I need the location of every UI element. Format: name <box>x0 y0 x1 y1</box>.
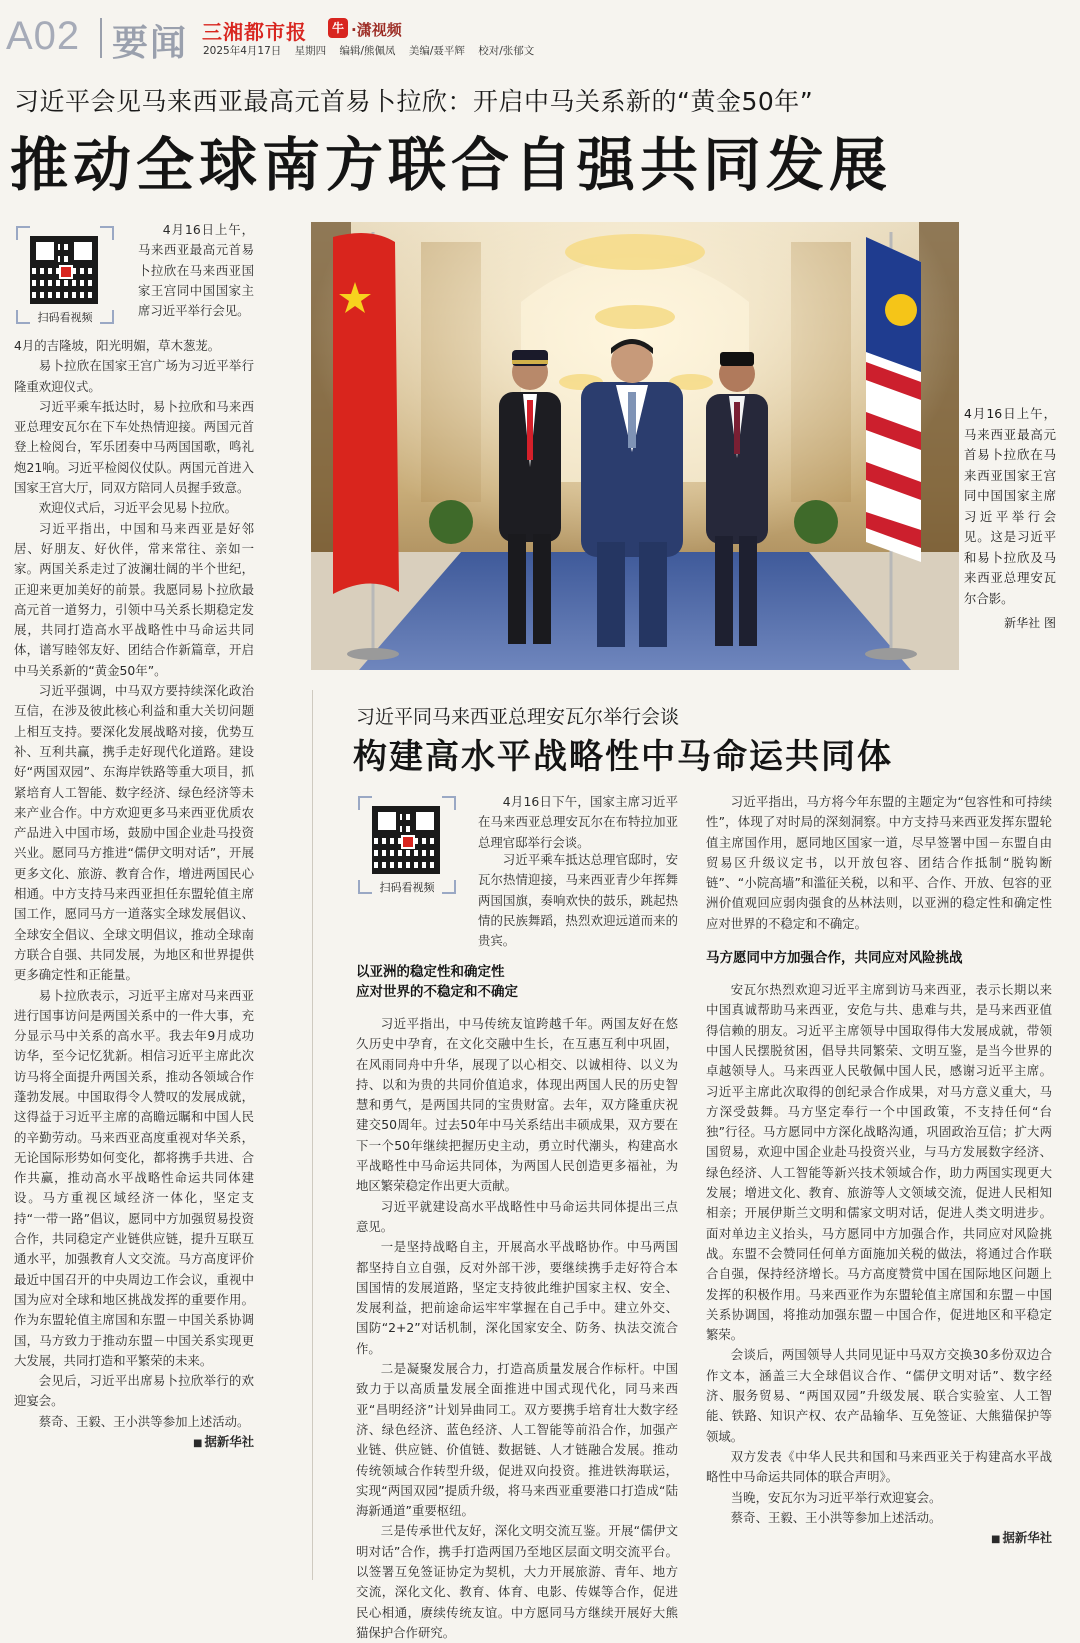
qr-code-icon[interactable] <box>30 236 98 304</box>
video-brand: ·潇视频 <box>351 21 402 39</box>
article2-lead-paragraph: 习近平乘车抵达总理官邸时，安瓦尔热情迎接，马来西亚青少年挥舞两国国旗，奏响欢快的鼓乐，跳起热情的民族舞蹈，热烈欢迎远道而来的贵宾。 <box>478 852 678 949</box>
article1-paragraph: 易卜拉欣在国家王宫广场为习近平举行隆重欢迎仪式。 <box>14 358 254 394</box>
photo-caption-text: 4月16日上午，马来西亚最高元首易卜拉欣在马来西亚国家王宫同中国国家主席习近平举行会见。这是习近平和易卜拉欣及马来西亚总理安瓦尔合影。 <box>964 406 1056 606</box>
article2-paragraph: 习近平指出，马方将今年东盟的主题定为“包容性和可持续性”，体现了对时局的深刻洞察。中方支持马来西亚发挥东盟轮值主席国作用，愿同地区国家一道，尽早签署中国－东盟自由贸易区升级议定书，以开放包容、团结合作抵制“脱钩断链”、“小院高墙”和滥征关税，以和平、合作、开放、包容的亚洲价值观回应弱肉强食的丛林法则，以亚洲的稳定性和确定性应对世界的不稳定和不确定。 <box>706 794 1052 931</box>
article1-paragraph: 欢迎仪式后，习近平会见易卜拉欣。 <box>38 500 238 516</box>
page-number: A02 <box>6 14 81 58</box>
qr-label: 扫码看视频 <box>379 881 435 894</box>
photo-illustration <box>311 222 959 670</box>
issue-meta <box>203 43 544 58</box>
article2-lead-2 <box>356 850 678 951</box>
headline-kicker: 习近平会见马来西亚最高元首易卜拉欣：开启中马关系新的“黄金50年” <box>14 87 814 116</box>
article2-lead <box>478 792 678 853</box>
article1-paragraph: 4月的吉隆坡，阳光明媚，草木葱茏。 <box>14 338 221 353</box>
article2-byline: ■ 据新华社 <box>706 1528 1052 1550</box>
article1-lead <box>138 220 254 321</box>
qr-logo-icon <box>59 265 73 279</box>
article2-headline: 构建高水平战略性中马命运共同体 <box>353 737 893 777</box>
article2-section2-title: 马方愿同中方加强合作，共同应对风险挑战 <box>706 950 963 967</box>
article1-paragraph: 习近平指出，中国和马来西亚是好邻居、好朋友、好伙伴，常来常往、亲如一家。两国关系走过了波澜壮阔的半个世纪，正迎来更加美好的前景。我愿同易卜拉欣最高元首一道努力，引领中马关系长期稳定发展，共同打造高水平战略性中马命运共同体，谱写睦邻友好、团结合作新篇章，开启中马关系新的“黄金50年”。 <box>14 520 254 678</box>
article1-paragraph: 蔡奇、王毅、王小洪等参加上述活动。 <box>38 1413 250 1429</box>
main-headline: 推动全球南方联合自强共同发展 <box>10 131 893 199</box>
article2-paragraph: 当晚，安瓦尔为习近平举行欢迎宴会。 <box>730 1489 942 1505</box>
article2-paragraph: 安瓦尔热烈欢迎习近平主席到访马来西亚，表示长期以来中国真诚帮助马来西亚，安危与共、患难与共，是马来西亚值得信赖的朋友。习近平主席领导中国取得伟大发展成就，带领中国人民摆脱贫困，倡导共同繁荣、文明互鉴，是当今世界的卓越领导人。马来西亚人民敬佩中国人民，感谢习近平主席。习近平主席此次取得的创纪录合作成果，对马方意义重大，马方深受鼓舞。马方坚定奉行一个中国政策，不支持任何“台独”行径。马方愿同中方深化战略沟通，巩固政治互信；扩大两国贸易，欢迎中国企业赴马投资兴业，与马方发展数字经济、绿色经济、人工智能等新兴技术领域合作，助力两国实现更大发展；增进文化、教育、旅游等人文领域交流，促进人民相知相亲；开展伊斯兰文明和儒家文明对话，促进人类文明进步。面对单边主义抬头，马方愿同中方加强合作，共同应对风险挑战。东盟不会赞同任何单方面施加关税的做法，将通过合作联合自强，保持经济增长。马方高度赞赏中国在国际地区问题上发挥的积极作用。马来西亚作为东盟轮值主席国和东盟－中国关系协调国，将推动加强东盟－中国合作，促进地区和平稳定繁荣。 <box>706 982 1052 1343</box>
issue-weekday: 星期四 <box>294 45 327 57</box>
article2-paragraph: 蔡奇、王毅、王小洪等参加上述活动。 <box>730 1509 942 1525</box>
section-name: 要闻 <box>112 23 189 64</box>
article2-column-1 <box>356 950 678 1640</box>
article2-section1-title <box>356 962 678 1002</box>
article2-paragraph: 习近平就建设高水平战略性中马命运共同体提出三点意见。 <box>356 1198 678 1234</box>
qr-video-link[interactable] <box>16 226 114 324</box>
news-photo <box>311 222 959 670</box>
article2-paragraph: 二是凝聚发展合力，打造高质量发展合作标杆。中国致力于以高质量发展全面推进中国式现代化，同马来西亚“昌明经济”计划异曲同工。双方要携手培育壮大数字经济、绿色经济、蓝色经济、人工智能等前沿合作，加强产业链、供应链、价值链、数据链、人才链融合发展。推动传统领域合作转型升级，促进双向投资。推进铁海联运，实现“两国双园”提质升级，将马来西亚重要港口打造成“陆海新通道”重要枢纽。 <box>356 1361 678 1519</box>
masthead-divider <box>100 18 102 58</box>
article1-lead-paragraph: 4月16日上午，马来西亚最高元首易卜拉欣在马来西亚国家王宫同中国国家主席习近平举行会见。 <box>138 222 254 319</box>
article1-paragraph: 易卜拉欣表示，习近平主席对马来西亚进行国事访问是两国关系中的一件大事，充分显示马中关系的高水平。我去年9月成功访华，至今记忆犹新。相信习近平主席此次访马将全面提升两国关系，推动各领域合作蓬勃发展。中国取得令人赞叹的发展成就，这得益于习近平主席的高瞻远瞩和中国人民的辛勤劳动。马来西亚高度重视对华关系，无论国际形势如何变化，都将携手共进、合作共赢，推动高水平战略性命运共同体建设。马方重视区域经济一体化，坚定支持“一带一路”倡议，愿同中方加强贸易投资合作，共同稳定产业链供应链，提升互联互通水平，加强教育人文交流。马方高度评价最近中国召开的中央周边工作会议，重视中国为应对全球和地区挑战发挥的重要作用。作为东盟轮值主席国和东盟－中国关系协调国，马方致力于推动东盟－中国关系实现更大发展，共同打造和平繁荣的未来。 <box>14 987 254 1368</box>
article2-paragraph: 习近平指出，中马传统友谊跨越千年。两国友好在悠久历史中孕育，在文化交融中生长，在互惠互利中巩固，在风雨同舟中升华，展现了以心相交、以诚相待、以义为持、以和为贵的共同价值追求，体现出两国人民的历史智慧和勇气，是两国共同的宝贵财富。去年，双方隆重庆祝建交50周年。过去50年中马关系结出丰硕成果，双方要在下一个50年继续把握历史主动，勇立时代潮头，构建高水平战略性中马命运共同体，为两国人民创造更多福祉，为地区繁荣稳定作出更大贡献。 <box>356 1016 678 1194</box>
proofreader-credit: 校对/张郁文 <box>478 45 535 57</box>
article2-column-2 <box>706 792 1052 1582</box>
column-divider <box>312 690 313 1580</box>
article1-body <box>14 336 254 1454</box>
article1-paragraph: 会见后，习近平出席易卜拉欣举行的欢迎宴会。 <box>14 1373 254 1409</box>
article2-paragraph: 三是传承世代友好，深化文明交流互鉴。开展“儒伊文明对话”合作，携手打造两国乃至地区层面文明交流平台。以签署互免签证协定为契机，大力开展旅游、青年、地方交流，深化文化、教育、体育、电影、传媒等合作，促进民心相通，赓续传统友谊。中方愿同马方继续开展好大熊猫保护合作研究。 <box>356 1523 678 1640</box>
photo-caption <box>964 404 1056 634</box>
article2-paragraph: 一是坚持战略自主，开展高水平战略协作。中马两国都坚持自立自强，反对外部干涉，要继续携手走好符合本国国情的发展道路，坚定支持彼此维护国家主权、安全、发展利益，把前途命运牢牢掌握在自己手中。建立外交、国防“2+2”对话机制，深化国家安全、防务、执法交流合作。 <box>356 1239 678 1356</box>
article1-byline: ■ 据新华社 <box>14 1432 254 1454</box>
qr-frame-corner <box>16 226 30 240</box>
editor-credit: 编辑/熊佩凤 <box>339 45 396 57</box>
qr-frame-corner <box>100 226 114 240</box>
qr-frame-corner <box>442 796 456 810</box>
masthead <box>0 0 1080 68</box>
article2-paragraph: 会谈后，两国领导人共同见证中马双方交换30多份双边合作文本，涵盖三大全球倡议合作、“儒伊文明对话”、数字经济、服务贸易、“两国双园”升级发展、联合实验室、人工智能、铁路、知识产权、农产品输华、互免签证、大熊猫保护等领域。 <box>706 1347 1052 1444</box>
newspaper-brand: 三湘都市报 <box>202 20 307 44</box>
qr-frame-corner <box>358 796 372 810</box>
section1-title-line: 应对世界的不稳定和不确定 <box>356 984 518 1000</box>
section1-title-line: 以亚洲的稳定性和确定性 <box>356 964 505 980</box>
article1-paragraph: 习近平强调，中马双方要持续深化政治互信，在涉及彼此核心利益和重大关切问题上相互支持。要深化发展战略对接，优势互补、互利共赢，携手走好现代化道路。建设好“两国双园”、东海岸铁路等重大项目，抓紧培育人工智能、数字经济、绿色经济等未来产业合作。中方欢迎更多马来西亚优质农产品进入中国市场，鼓励中国企业赴马投资兴业。愿同马方推进“儒伊文明对话”，开展更多文化、旅游、教育合作，增进两国民心相通。中方支持马来西亚担任东盟轮值主席国工作，愿同马方一道落实全球发展倡议、全球安全倡议、全球文明倡议，推动全球南方联合自强、共同发展，为地区和世界提供更多确定性和正能量。 <box>14 683 254 983</box>
article1-paragraph: 习近平乘车抵达时，易卜拉欣和马来西亚总理安瓦尔在下车处热情迎接。两国元首登上检阅台，军乐团奏中马两国国歌，鸣礼炮21响。习近平检阅仪仗队。两国元首进入国家王宫大厅，同双方陪同人员握手致意。 <box>14 398 254 496</box>
article2-kicker: 习近平同马来西亚总理安瓦尔举行会谈 <box>356 706 680 728</box>
issue-date: 2025年4月17日 <box>203 45 282 57</box>
designer-credit: 美编/聂平辉 <box>408 45 465 57</box>
article2-paragraph: 双方发表《中华人民共和国和马来西亚关于构建高水平战略性中马命运共同体的联合声明》。 <box>706 1448 1052 1485</box>
qr-logo-icon <box>401 835 415 849</box>
brand-logo-icon: 牛 <box>328 18 348 38</box>
photo-credit: 新华社 图 <box>1004 616 1056 630</box>
article2-lead-paragraph: 4月16日下午，国家主席习近平在马来西亚总理安瓦尔在布特拉加亚总理官邸举行会谈。 <box>478 794 678 850</box>
qr-label: 扫码看视频 <box>37 311 93 324</box>
